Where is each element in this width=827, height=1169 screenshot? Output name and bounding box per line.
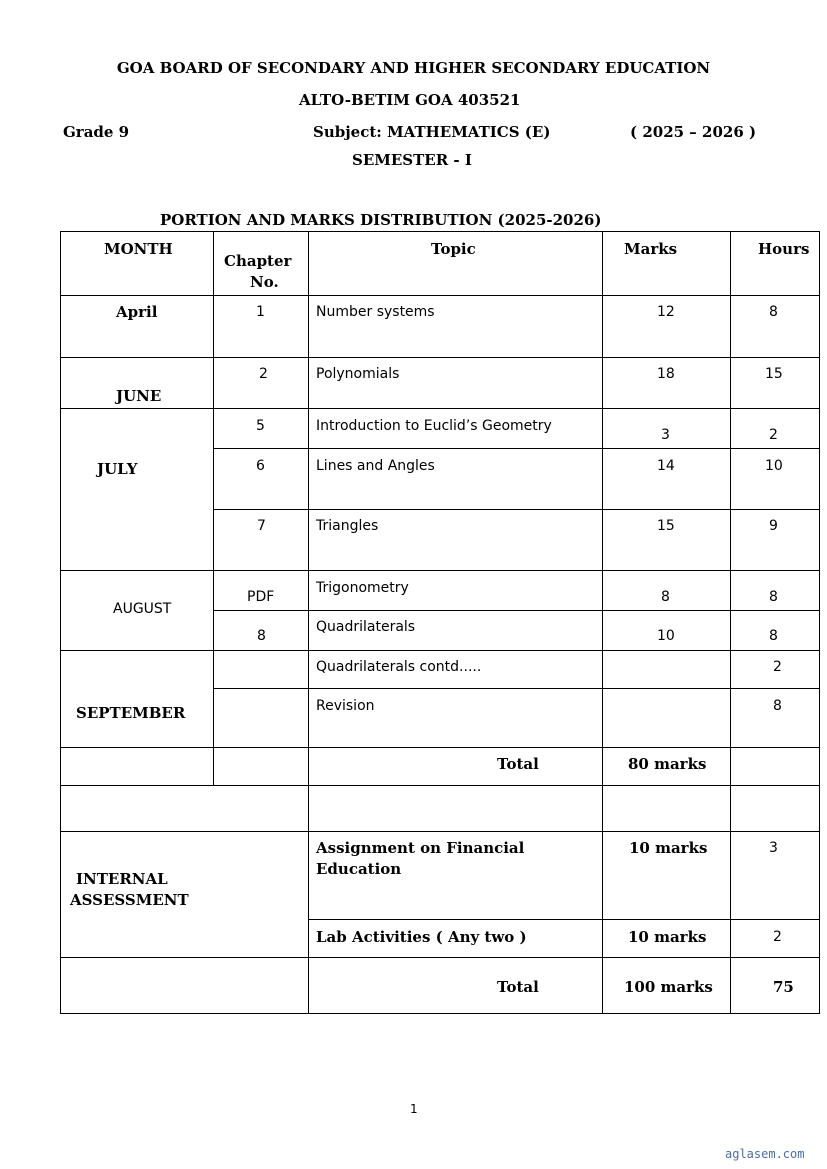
assessment-topic-line1: Lab Activities ( Any two ): [316, 928, 527, 946]
table-cell-hours: 15: [765, 366, 783, 382]
table-cell-topic: Number systems: [316, 304, 435, 320]
table-cell-hours: 8: [769, 304, 778, 320]
semester-label: SEMESTER - I: [352, 151, 472, 169]
internal-assessment-line2: ASSESSMENT: [70, 891, 189, 909]
table-cell-topic: Polynomials: [316, 366, 400, 382]
table-cell-chapter: 8: [257, 628, 266, 644]
table-cell-hours: 8: [773, 698, 782, 714]
table-cell-topic: Triangles: [316, 518, 379, 534]
month-june: JUNE: [116, 387, 162, 405]
table-cell-topic: Lines and Angles: [316, 458, 435, 474]
table-cell-marks: 14: [657, 458, 675, 474]
table-cell-chapter: 6: [256, 458, 265, 474]
assessment-topic-line1: Assignment on Financial: [316, 839, 525, 857]
col-header-topic: Topic: [431, 240, 476, 258]
table-cell-hours: 2: [769, 427, 778, 443]
grand-total-label: Total: [497, 978, 539, 996]
board-address: ALTO-BETIM GOA 403521: [299, 91, 521, 109]
subtotal-marks: 80 marks: [628, 755, 707, 773]
assessment-hours: 2: [773, 929, 782, 945]
table-cell-marks: 12: [657, 304, 675, 320]
assessment-topic-line2: Education: [316, 860, 402, 878]
month-september: SEPTEMBER: [76, 704, 186, 722]
table-cell-topic: Trigonometry: [316, 580, 409, 596]
table-cell-marks: 10: [657, 628, 675, 644]
table-cell-topic: Revision: [316, 698, 375, 714]
grade-label: Grade 9: [63, 123, 130, 141]
table-cell-topic: Quadrilaterals contd.....: [316, 659, 482, 675]
subtotal-label: Total: [497, 755, 539, 773]
internal-assessment-line1: INTERNAL: [76, 870, 168, 888]
assessment-marks: 10 marks: [628, 928, 707, 946]
month-august: AUGUST: [113, 601, 172, 617]
table-cell-chapter: PDF: [247, 589, 275, 605]
month-july: JULY: [97, 460, 138, 478]
grand-total-hours: 75: [773, 978, 794, 996]
table-cell-marks: 15: [657, 518, 675, 534]
table-cell-hours: 8: [769, 628, 778, 644]
col-header-chapter: Chapter: [224, 252, 292, 270]
subject-label: Subject: MATHEMATICS (E): [313, 123, 551, 141]
table-cell-hours: 10: [765, 458, 783, 474]
table-cell-marks: 18: [657, 366, 675, 382]
assessment-marks: 10 marks: [629, 839, 708, 857]
col-header-chapter-no: No.: [250, 273, 279, 291]
table-cell-marks: 3: [661, 427, 670, 443]
table-title: PORTION AND MARKS DISTRIBUTION (2025-2026): [160, 211, 602, 229]
table-cell-hours: 9: [769, 518, 778, 534]
table-cell-hours: 8: [769, 589, 778, 605]
assessment-hours: 3: [769, 840, 778, 856]
table-cell-chapter: 7: [257, 518, 266, 534]
table-cell-chapter: 2: [259, 366, 268, 382]
page-number: 1: [410, 1102, 418, 1116]
academic-year: ( 2025 – 2026 ): [630, 123, 757, 141]
col-header-marks: Marks: [624, 240, 678, 258]
board-title: GOA BOARD OF SECONDARY AND HIGHER SECONDARY EDUCATION: [116, 59, 711, 77]
table-cell-marks: 8: [661, 589, 670, 605]
col-header-hours: Hours: [758, 240, 810, 258]
table-cell-chapter: 5: [256, 418, 265, 434]
month-april: April: [116, 303, 158, 321]
grand-total-marks: 100 marks: [624, 978, 713, 996]
table-cell-chapter: 1: [256, 304, 265, 320]
table-cell-topic: Introduction to Euclid’s Geometry: [316, 418, 552, 434]
watermark: aglasem.com: [725, 1147, 805, 1161]
col-header-month: MONTH: [104, 240, 173, 258]
table-cell-topic: Quadrilaterals: [316, 619, 416, 635]
table-cell-hours: 2: [773, 659, 782, 675]
